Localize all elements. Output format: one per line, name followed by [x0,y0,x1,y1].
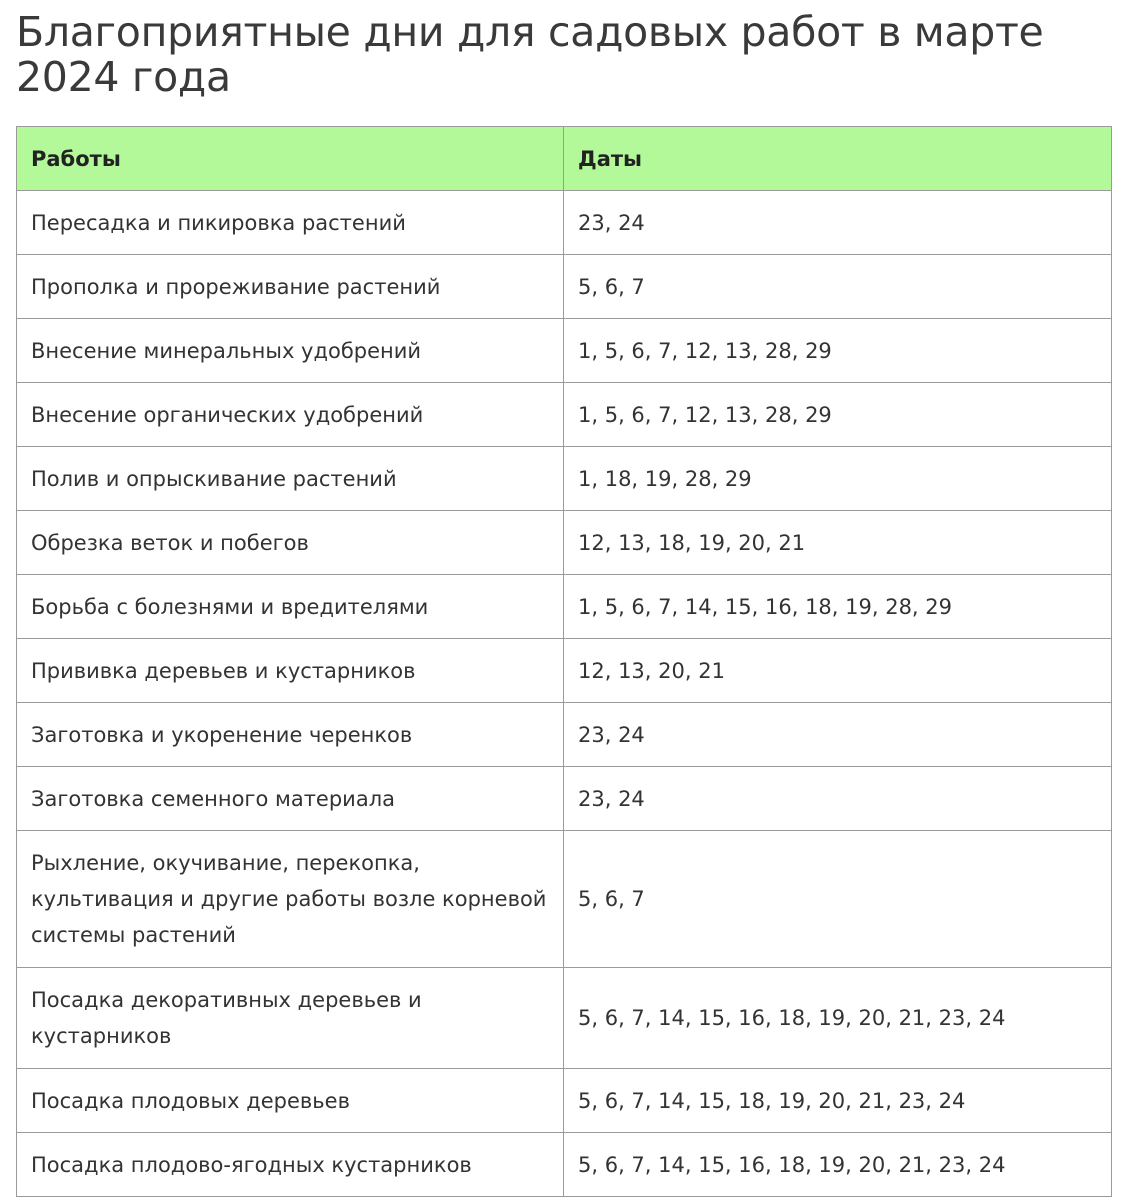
work-cell: Внесение минеральных удобрений [17,319,564,383]
dates-cell: 23, 24 [564,191,1112,255]
table-row [17,1133,1112,1197]
dates-cell: 12, 13, 18, 19, 20, 21 [564,511,1112,575]
dates-cell: 5, 6, 7, 14, 15, 18, 19, 20, 21, 23, 24 [564,1069,1112,1133]
table-header-row [17,127,1112,191]
table-row [17,255,1112,319]
dates-cell: 12, 13, 20, 21 [564,639,1112,703]
dates-cell: 1, 5, 6, 7, 12, 13, 28, 29 [564,383,1112,447]
dates-cell: 1, 18, 19, 28, 29 [564,447,1112,511]
table-row [17,1069,1112,1133]
table-row [17,191,1112,255]
table-row [17,767,1112,831]
page-title: Благоприятные дни для садовых работ в марте 2024 года [16,8,1044,101]
work-cell: Прополка и прореживание растений [17,255,564,319]
work-cell: Полив и опрыскивание растений [17,447,564,511]
table-row [17,383,1112,447]
dates-cell: 5, 6, 7 [564,831,1112,968]
dates-cell: 23, 24 [564,767,1112,831]
dates-cell: 23, 24 [564,703,1112,767]
header-work: Работы [17,127,564,191]
table-row [17,447,1112,511]
work-cell: Обрезка веток и побегов [17,511,564,575]
dates-cell: 5, 6, 7 [564,255,1112,319]
work-cell: Посадка плодово-ягодных кустарников [17,1133,564,1197]
table-row [17,511,1112,575]
work-cell: Посадка плодовых деревьев [17,1069,564,1133]
header-dates: Даты [564,127,1112,191]
work-cell: Внесение органических удобрений [17,383,564,447]
table-row [17,831,1112,968]
garden-work-table [16,126,1112,1197]
work-cell: Пересадка и пикировка растений [17,191,564,255]
work-cell: Прививка деревьев и кустарников [17,639,564,703]
table-container [16,126,1111,1197]
table-row [17,639,1112,703]
work-cell: Рыхление, окучивание, перекопка, культивация и другие работы возле корневой системы растений [17,831,564,968]
dates-cell: 5, 6, 7, 14, 15, 16, 18, 19, 20, 21, 23, 24 [564,968,1112,1069]
work-cell: Заготовка и укоренение черенков [17,703,564,767]
dates-cell: 1, 5, 6, 7, 12, 13, 28, 29 [564,319,1112,383]
dates-cell: 1, 5, 6, 7, 14, 15, 16, 18, 19, 28, 29 [564,575,1112,639]
table-row [17,703,1112,767]
work-cell: Заготовка семенного материала [17,767,564,831]
work-cell: Борьба с болезнями и вредителями [17,575,564,639]
dates-cell: 5, 6, 7, 14, 15, 16, 18, 19, 20, 21, 23, 24 [564,1133,1112,1197]
work-cell: Посадка декоративных деревьев и кустарников [17,968,564,1069]
table-row [17,319,1112,383]
table-row [17,575,1112,639]
table-row [17,968,1112,1069]
